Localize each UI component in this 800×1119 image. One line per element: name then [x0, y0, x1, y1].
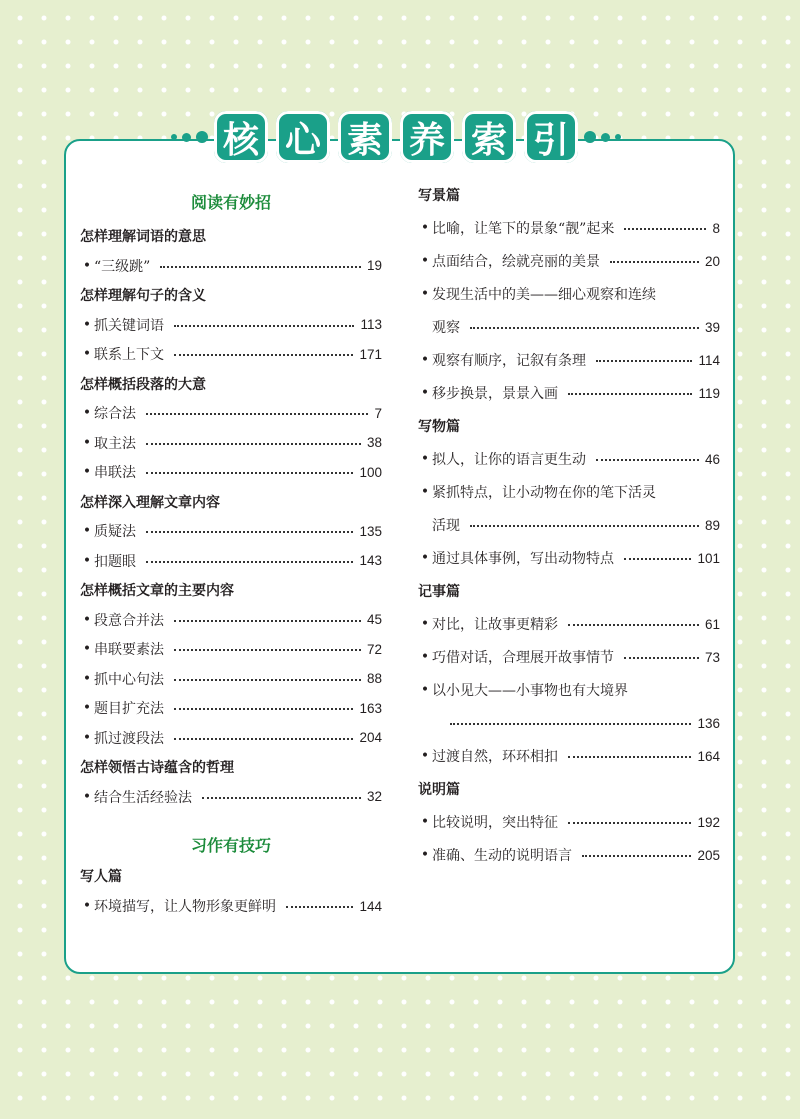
- bullet-icon: •: [420, 352, 430, 368]
- category-heading: 怎样理解词语的意思: [80, 229, 206, 245]
- dot-leader: [146, 472, 353, 474]
- index-entry-line1: [418, 680, 720, 700]
- dot-leader: [146, 413, 368, 415]
- dot-leader: [286, 906, 353, 908]
- entry-label: 质疑法: [94, 524, 136, 540]
- entry-label: 串联法: [94, 465, 136, 481]
- entry-label: 通过具体事例，写出动物特点: [432, 551, 614, 567]
- dot-leader: [470, 327, 699, 329]
- bullet-icon: •: [82, 464, 92, 480]
- page-number: 61: [704, 616, 720, 632]
- page-number: 163: [359, 700, 382, 716]
- entry-label: 点面结合，绘就亮丽的美景: [432, 254, 600, 270]
- page-number: 45: [366, 612, 382, 627]
- entry-label: 环境描写，让人物形象更鲜明: [94, 899, 276, 915]
- entry-label: 准确、生动的说明语言: [432, 848, 572, 864]
- entry-label: 活现: [432, 518, 460, 534]
- dot-leader: [568, 822, 691, 824]
- index-entry: [418, 251, 720, 271]
- title-char: 养: [400, 111, 454, 163]
- dot-leader: [174, 649, 361, 651]
- category-heading: 怎样理解句子的含义: [80, 288, 206, 304]
- dot-leader: [470, 525, 699, 527]
- dot-leader: [174, 708, 353, 710]
- page-title: [214, 111, 578, 163]
- entry-label: 取主法: [94, 435, 136, 452]
- index-entry: [418, 647, 720, 667]
- bullet-icon: •: [82, 523, 92, 539]
- category-heading: 怎样概括文章的主要内容: [80, 583, 234, 599]
- category-heading: 说明篇: [418, 782, 460, 798]
- bullet-icon: •: [82, 700, 92, 716]
- category-heading: 写物篇: [418, 419, 460, 435]
- bullet-icon: •: [82, 898, 92, 914]
- dot-leader: [174, 325, 354, 327]
- page-number: 88: [366, 671, 382, 686]
- page-number: 164: [697, 748, 720, 764]
- category-heading: 怎样领悟古诗蕴含的哲理: [80, 760, 234, 776]
- page-number: 8: [712, 220, 720, 236]
- category-heading: 怎样概括段落的大意: [80, 376, 206, 393]
- page-number: 144: [359, 898, 382, 914]
- page-number: 7: [374, 405, 382, 421]
- title-char: 核: [214, 111, 268, 163]
- entry-label: 抓关键词语: [94, 317, 164, 334]
- entry-label: 比较说明，突出特征: [432, 815, 558, 831]
- entry-label: 题目扩充法: [94, 701, 164, 717]
- dot-leader: [568, 756, 691, 758]
- page-number: 89: [704, 517, 720, 533]
- entry-label: 观察有顺序，记叙有条理: [432, 353, 586, 369]
- page-number: 136: [697, 715, 720, 731]
- page-number: 114: [698, 352, 720, 368]
- index-entry: [80, 787, 382, 807]
- entry-label: “三级跳”: [94, 258, 151, 275]
- page-number: 39: [704, 319, 720, 335]
- bullet-icon: •: [82, 434, 92, 451]
- index-entry: [418, 449, 720, 469]
- page-number: 38: [366, 435, 382, 450]
- entry-label: 紧抓特点，让小动物在你的笔下活灵: [432, 485, 656, 501]
- page-number: 101: [697, 550, 720, 566]
- dot-leader: [146, 443, 361, 445]
- index-entry: [80, 315, 382, 335]
- dot-leader: [610, 261, 699, 263]
- title-char: 索: [462, 111, 516, 163]
- entry-label: 段意合并法: [94, 612, 164, 629]
- dot-leader: [568, 624, 699, 626]
- entry-label: 串联要素法: [94, 642, 164, 658]
- page-number: 19: [366, 258, 382, 273]
- index-entry: [418, 614, 720, 634]
- page-number: 73: [704, 649, 720, 665]
- dot-leader: [624, 228, 706, 230]
- bullet-icon: •: [420, 814, 430, 830]
- entry-label: 抓过渡段法: [94, 730, 164, 747]
- bullet-icon: •: [82, 670, 92, 687]
- entry-label: 比喻，让笔下的景象“靓”起来: [432, 221, 615, 237]
- dot-leader: [146, 531, 353, 533]
- bullet-icon: •: [82, 257, 92, 274]
- index-entry: [426, 713, 720, 733]
- page-number: 205: [697, 847, 720, 863]
- category-heading: 怎样深入理解文章内容: [80, 494, 220, 511]
- bullet-icon: •: [82, 405, 92, 421]
- index-entry: [80, 551, 382, 571]
- index-entry-line1: [418, 284, 720, 304]
- index-entry: [80, 256, 382, 276]
- index-entry: [80, 610, 382, 630]
- title-char: 心: [276, 111, 330, 163]
- title-char: 素: [338, 111, 392, 163]
- page-number: 135: [359, 523, 382, 539]
- entry-label: 巧借对话，合理展开故事情节: [432, 650, 614, 666]
- index-entry: [418, 515, 720, 535]
- entry-label: 联系上下文: [94, 347, 164, 363]
- bullet-icon: •: [82, 729, 92, 746]
- page-number: 143: [359, 553, 382, 568]
- bullet-icon: •: [82, 788, 92, 805]
- index-entry: [80, 728, 382, 748]
- dot-leader: [596, 360, 692, 362]
- category-heading: 写景篇: [418, 188, 460, 204]
- dot-leader: [568, 393, 692, 395]
- bullet-icon: •: [82, 552, 92, 569]
- page-number: 32: [366, 789, 382, 804]
- bullet-icon: •: [82, 316, 92, 333]
- entry-label: 观察: [432, 320, 460, 336]
- bullet-icon: •: [420, 484, 430, 500]
- page-number: 20: [704, 253, 720, 269]
- index-entry: [418, 317, 720, 337]
- entry-label: 拟人，让你的语言更生动: [432, 452, 586, 468]
- title-dots-right: [584, 131, 621, 143]
- index-entry: [418, 548, 720, 568]
- dot-leader: [174, 620, 361, 622]
- bullet-icon: •: [82, 611, 92, 628]
- entry-label: 抓中心句法: [94, 671, 164, 688]
- title-banner: [166, 110, 626, 164]
- category-heading: 记事篇: [418, 584, 460, 600]
- index-entry: [80, 344, 382, 364]
- index-entry: [80, 639, 382, 659]
- bullet-icon: •: [420, 451, 430, 467]
- index-entry: [80, 521, 382, 541]
- bullet-icon: •: [420, 748, 430, 764]
- index-entry: [80, 896, 382, 916]
- category-heading: 写人篇: [80, 869, 122, 885]
- dot-leader: [596, 459, 699, 461]
- entry-label: 过渡自然，环环相扣: [432, 749, 558, 765]
- page-number: 100: [359, 464, 382, 480]
- index-entry-line1: [418, 482, 720, 502]
- dot-leader: [160, 266, 361, 268]
- bullet-icon: •: [420, 550, 430, 566]
- index-entry: [80, 698, 382, 718]
- index-entry: [418, 350, 720, 370]
- dot-leader: [450, 723, 691, 725]
- section-title-writing: 习作有技巧: [190, 836, 271, 855]
- entry-label: 结合生活经验法: [94, 789, 192, 806]
- bullet-icon: •: [420, 682, 430, 698]
- entry-label: 移步换景，景景入画: [432, 386, 558, 402]
- entry-label: 以小见大——小事物也有大境界: [432, 683, 628, 699]
- entry-label: 综合法: [94, 406, 136, 422]
- index-entry: [418, 218, 720, 238]
- index-entry: [418, 812, 720, 832]
- bullet-icon: •: [82, 346, 92, 362]
- dot-leader: [582, 855, 691, 857]
- page-number: 119: [698, 385, 720, 401]
- page-number: 46: [704, 451, 720, 467]
- dot-leader: [174, 679, 361, 681]
- entry-label: 扣题眼: [94, 553, 136, 570]
- index-entry: [80, 433, 382, 453]
- index-entry: [418, 845, 720, 865]
- bullet-icon: •: [82, 641, 92, 657]
- dot-leader: [174, 354, 353, 356]
- bullet-icon: •: [420, 847, 430, 863]
- section-title-reading: 阅读有妙招: [190, 193, 271, 212]
- bullet-icon: •: [420, 616, 430, 632]
- index-entry: [80, 403, 382, 423]
- entry-label: 对比，让故事更精彩: [432, 617, 558, 633]
- dot-leader: [174, 738, 353, 740]
- dot-leader: [146, 561, 353, 563]
- title-dots-left: [171, 131, 208, 143]
- page-number: 171: [359, 346, 382, 362]
- entry-label: 发现生活中的美——细心观察和连续: [432, 287, 656, 303]
- bullet-icon: •: [420, 220, 430, 236]
- index-entry: [418, 383, 720, 403]
- index-entry: [80, 462, 382, 482]
- index-entry: [418, 746, 720, 766]
- title-char: 引: [524, 111, 578, 163]
- index-entry: [80, 669, 382, 689]
- page-number: 204: [359, 730, 382, 745]
- bullet-icon: •: [420, 253, 430, 269]
- dot-leader: [202, 797, 361, 799]
- page-number: 192: [697, 814, 720, 830]
- page-number: 113: [360, 317, 382, 332]
- dot-leader: [624, 657, 699, 659]
- dot-leader: [624, 558, 691, 560]
- bullet-icon: •: [420, 649, 430, 665]
- bullet-icon: •: [420, 286, 430, 302]
- page-number: 72: [366, 641, 382, 657]
- bullet-icon: •: [420, 385, 430, 401]
